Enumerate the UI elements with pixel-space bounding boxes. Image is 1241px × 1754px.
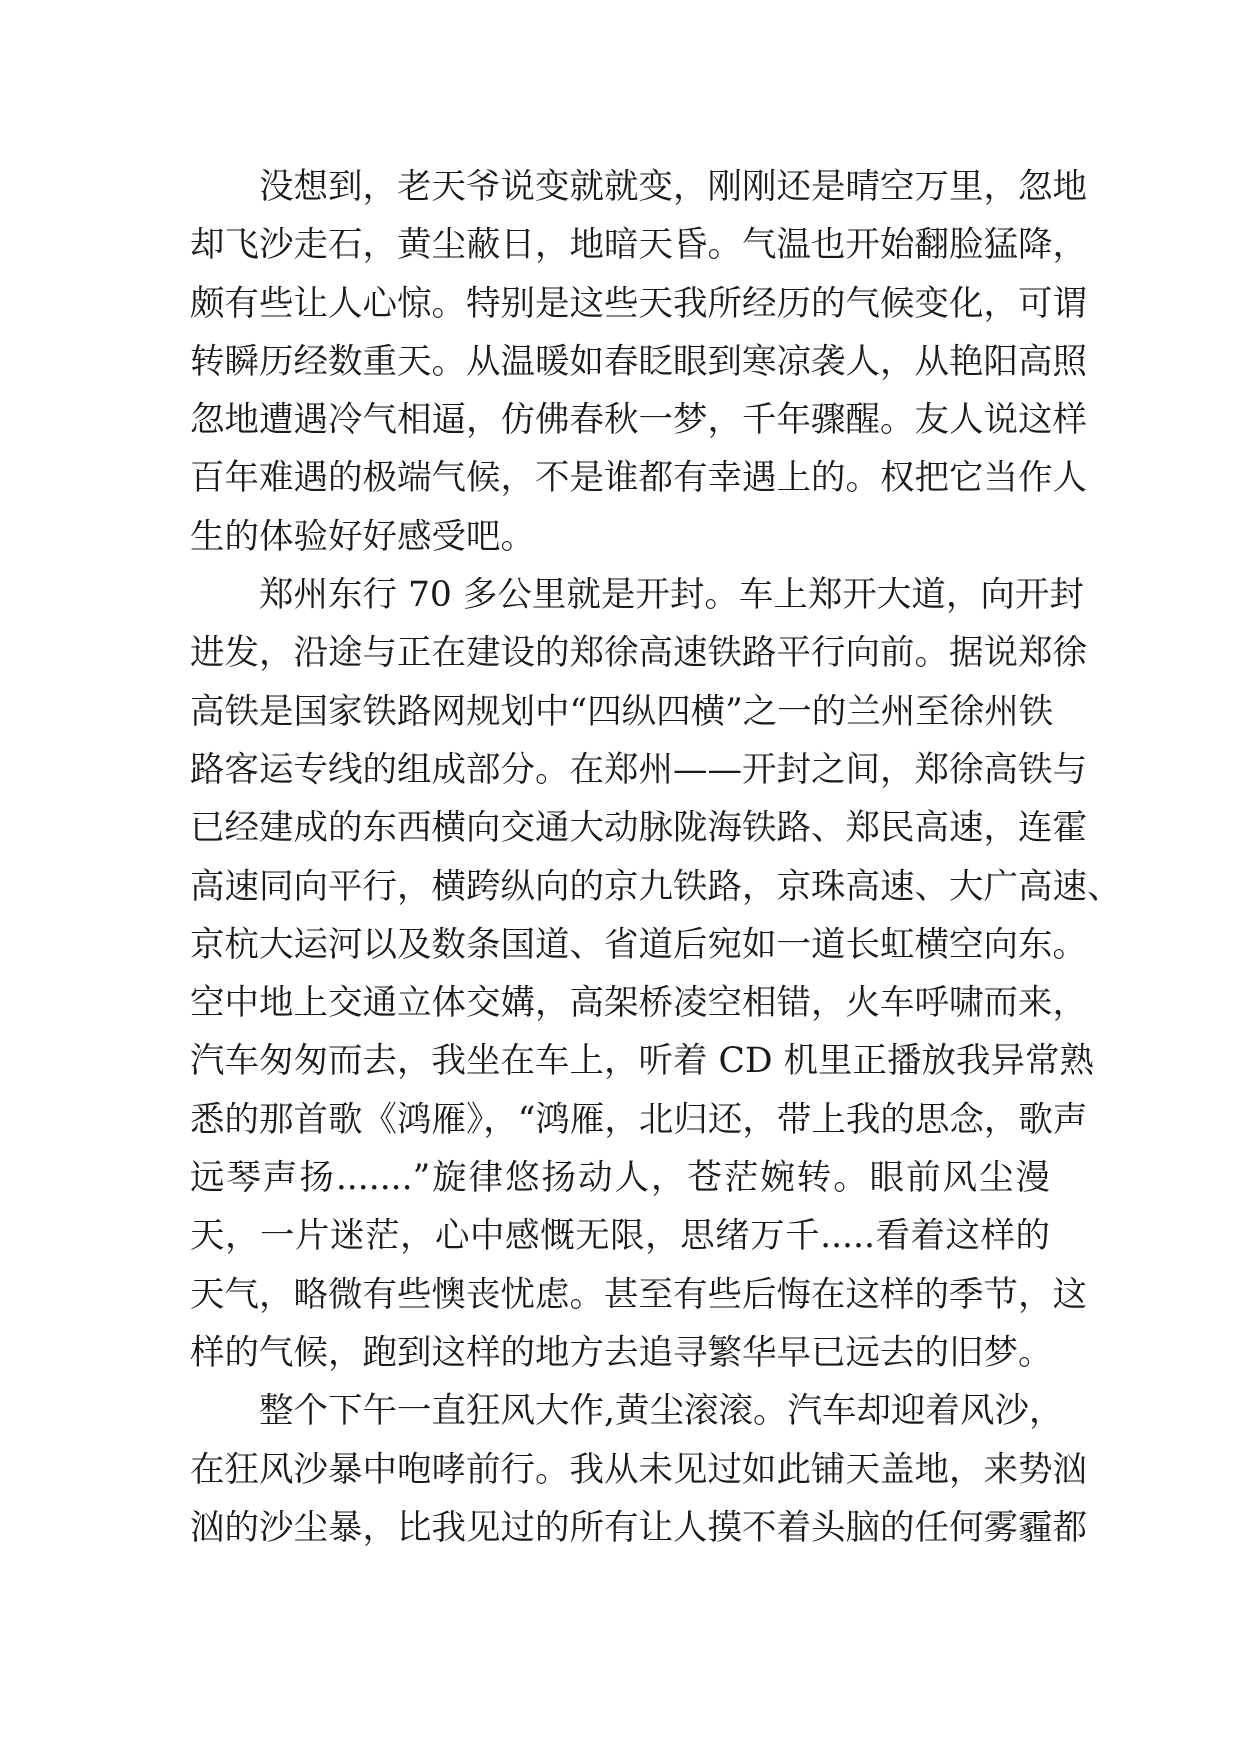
paragraph-2 [190, 566, 1122, 1382]
text-line: 高铁是国家铁路网规划中“四纵四横”之一的兰州至徐州铁 [190, 691, 1054, 732]
text-line: 远琴声扬.......”旋律悠扬动人，苍茫婉转。眼前风尘漫 [190, 1158, 1050, 1199]
text-line: 颇有些让人心惊。特别是这些天我所经历的气候变化，可谓 [190, 283, 1087, 324]
text-line: 汹的沙尘暴，比我见过的所有让人摸不着头脑的任何雾霾都 [190, 1507, 1087, 1548]
text-line: 百年难遇的极端气候，不是谁都有幸遇上的。权把它当作人 [190, 458, 1087, 499]
text-line: 高速同向平行，横跨纵向的京九铁路，京珠高速、大广高速、 [190, 866, 1122, 907]
paragraph-1 [190, 158, 1087, 566]
text-line: 转瞬历经数重天。从温暖如春眨眼到寒凉袭人，从艳阳高照 [190, 341, 1087, 382]
paragraph-3 [190, 1382, 1087, 1557]
text-line: 没想到，老天爷说变就就变，刚刚还是晴空万里，忽地 [259, 167, 1087, 207]
text-line: 悉的那首歌《鸿雁》，“鸿雁，北归还，带上我的思念，歌声 [190, 1099, 1088, 1140]
text-line: 空中地上交通立体交媾，高架桥凌空相错，火车呼啸而来， [190, 983, 1087, 1024]
text-line: 已经建成的东西横向交通大动脉陇海铁路、郑民高速，连霍 [190, 808, 1087, 849]
text-line: 生的体验好好感受吧。 [190, 516, 535, 557]
text-line: 汽车匆匆而去，我坐在车上，听着 CD 机里正播放我异常熟 [190, 1041, 1094, 1082]
text-line: 进发，沿途与正在建设的郑徐高速铁路平行向前。据说郑徐 [190, 633, 1087, 674]
text-line: 京杭大运河以及数条国道、省道后宛如一道长虹横空向东。 [190, 924, 1087, 965]
text-line: 样的气候，跑到这样的地方去追寻繁华早已远去的旧梦。 [190, 1332, 1053, 1373]
text-line: 整个下午一直狂风大作,黄尘滚滚。汽车却迎着风沙， [259, 1391, 1064, 1432]
body-text [190, 158, 1122, 1557]
text-line: 忽地遭遇冷气相逼，仿佛春秋一梦，千年骤醒。友人说这样 [190, 400, 1087, 441]
text-line: 天，一片迷茫，心中感慨无限，思绪万千.....看着这样的 [190, 1216, 1050, 1257]
text-line: 天气，略微有些懊丧忧虑。甚至有些后悔在这样的季节，这 [190, 1274, 1087, 1315]
text-line: 在狂风沙暴中咆哮前行。我从未见过如此铺天盖地，来势汹 [190, 1449, 1087, 1490]
text-line: 路客运专线的组成部分。在郑州——开封之间，郑徐高铁与 [190, 749, 1087, 790]
text-line: 郑州东行 70 多公里就是开封。车上郑开大道，向开封 [259, 575, 1084, 616]
text-line: 却飞沙走石，黄尘蔽日，地暗天昏。气温也开始翻脸猛降， [190, 225, 1087, 266]
